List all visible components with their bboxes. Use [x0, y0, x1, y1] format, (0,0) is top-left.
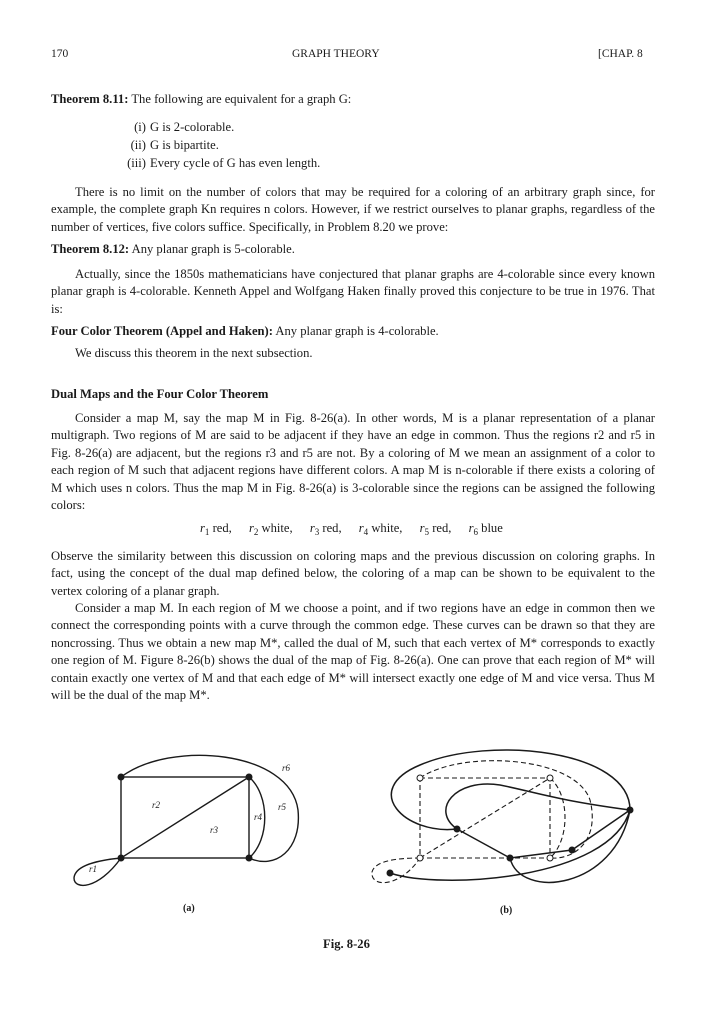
- caption-a: (a): [183, 903, 195, 914]
- theorem-8-12: Theorem 8.12: Any planar graph is 5-colorable.: [51, 242, 295, 256]
- paragraph-4: Consider a map M, say the map M in Fig. 8-26(a). In other words, M is a planar representation of a planar multigraph. Two regions of M are said to be adjacent if they have an edge in common. Thus the regions r2 and r5 in Fig. 8-26(a) are adjacent, but the regions r3 and r5 are not. By a coloring of M we mean an assignment of a color to each region of M such that adjacent regions have different colors. A map M is n-colorable if there exists a coloring of M which uses n colors. Thus the map M in Fig. 8-26(a) is 3-colorable since the regions can be assigned the following colors:: [51, 411, 655, 513]
- theorem-label: Theorem 8.11:: [51, 92, 129, 106]
- dual-edge: [446, 784, 630, 829]
- dual-edge: [390, 810, 630, 880]
- vertex: [246, 855, 253, 862]
- outer-curve: [121, 755, 298, 861]
- four-color-theorem: Four Color Theorem (Appel and Haken): Any planar graph is 4-colorable.: [51, 324, 439, 338]
- map-vertex: [417, 775, 423, 781]
- coloring-item: $r_1$ red,: [200, 521, 232, 537]
- dual-edge: [391, 750, 630, 830]
- dual-edge: [572, 810, 630, 850]
- page-number: 170: [51, 48, 69, 60]
- running-title: GRAPH THEORY: [292, 48, 380, 60]
- coloring-item: $r_2$ white,: [248, 521, 293, 537]
- region-label: r2: [152, 800, 161, 810]
- region-label: r5: [278, 802, 287, 812]
- region-label: r3: [210, 825, 219, 835]
- paragraph-5: Observe the similarity between this discussion on coloring maps and the previous discussion on coloring graphs. In fact, using the concept of the dual map defined below, the coloring of a map can be shown to be equivalent to the vertex coloring of a planar graph.: [51, 549, 655, 598]
- paragraph-2: Actually, since the 1850s mathematicians have conjectured that planar graphs are 4-colorable since every known planar graph is 4-colorable. Kenneth Appel and Wolfgang Haken finally proved this conjecture to be true in 1976. That is:: [51, 267, 655, 316]
- paragraph-1: There is no limit on the number of colors that may be required for a coloring of an arbitrary graph since, for example, the complete graph Kn requires n colors. However, if we restrict ourselves to planar graphs, regardless of the number of vertices, five colors suffice. Specifically, in Problem 8.20 we prove:: [51, 185, 655, 234]
- section-title: Dual Maps and the Four Color Theorem: [51, 387, 269, 401]
- region-label: r6: [282, 763, 291, 773]
- vertex: [118, 774, 125, 781]
- dual-vertex: [507, 855, 514, 862]
- list-item: (i) G is 2-colorable.: [134, 120, 235, 134]
- dual-vertex: [454, 826, 461, 833]
- map-vertex: [417, 855, 423, 861]
- dual-edge: [510, 810, 630, 882]
- theorem-statement: The following are equivalent for a graph G:: [131, 92, 352, 106]
- chapter-label: [CHAP. 8: [598, 48, 643, 60]
- dashed-inner: [550, 778, 565, 858]
- figure-b-dual-map: [360, 740, 660, 900]
- map-diagonal: [121, 777, 249, 858]
- region-label: r1: [89, 864, 98, 874]
- dual-vertex: [387, 870, 394, 877]
- dual-vertex: [569, 847, 576, 854]
- coloring-item: $r_6$ blue: [468, 521, 503, 537]
- vertex: [118, 855, 125, 862]
- coloring-item: $r_5$ red,: [419, 521, 452, 537]
- list-item: (iii) Every cycle of G has even length.: [127, 156, 321, 170]
- paragraph-6: Consider a map M. In each region of M we choose a point, and if two regions have an edge in common then we connect the corresponding points with a curve through the common edge. These curves can be drawn so that they are noncrossing. Thus we obtain a new map M*, called the dual of M, such that each vertex of M* corresponds to exactly one region of M. Figure 8-26(b) shows the dual of the map of Fig. 8-26(a). One can prove that each region of M* will contain exactly one vertex of M and that each edge of M* will intersect exactly one edge of M and vice versa. Thus M will be the dual of the map M*.: [51, 601, 655, 703]
- loop-r1: [74, 858, 121, 885]
- caption-b: (b): [500, 905, 513, 916]
- dual-vertex: [627, 807, 634, 814]
- vertex: [246, 774, 253, 781]
- dashed-loop: [372, 858, 420, 883]
- map-vertex: [547, 855, 553, 861]
- figure-caption: Fig. 8-26: [323, 937, 370, 951]
- coloring-list: [200, 521, 517, 536]
- region-label: r4: [254, 812, 263, 822]
- coloring-item: $r_3$ red,: [309, 521, 342, 537]
- dashed-diagonal: [420, 778, 550, 858]
- coloring-item: $r_4$ white,: [358, 521, 403, 537]
- theorem-8-11: [51, 92, 351, 107]
- dual-edge: [457, 829, 510, 858]
- paragraph-3: We discuss this theorem in the next subsection.: [75, 346, 313, 360]
- map-vertex: [547, 775, 553, 781]
- figure-a-map: [60, 740, 320, 890]
- list-item: (ii) G is bipartite.: [130, 138, 219, 152]
